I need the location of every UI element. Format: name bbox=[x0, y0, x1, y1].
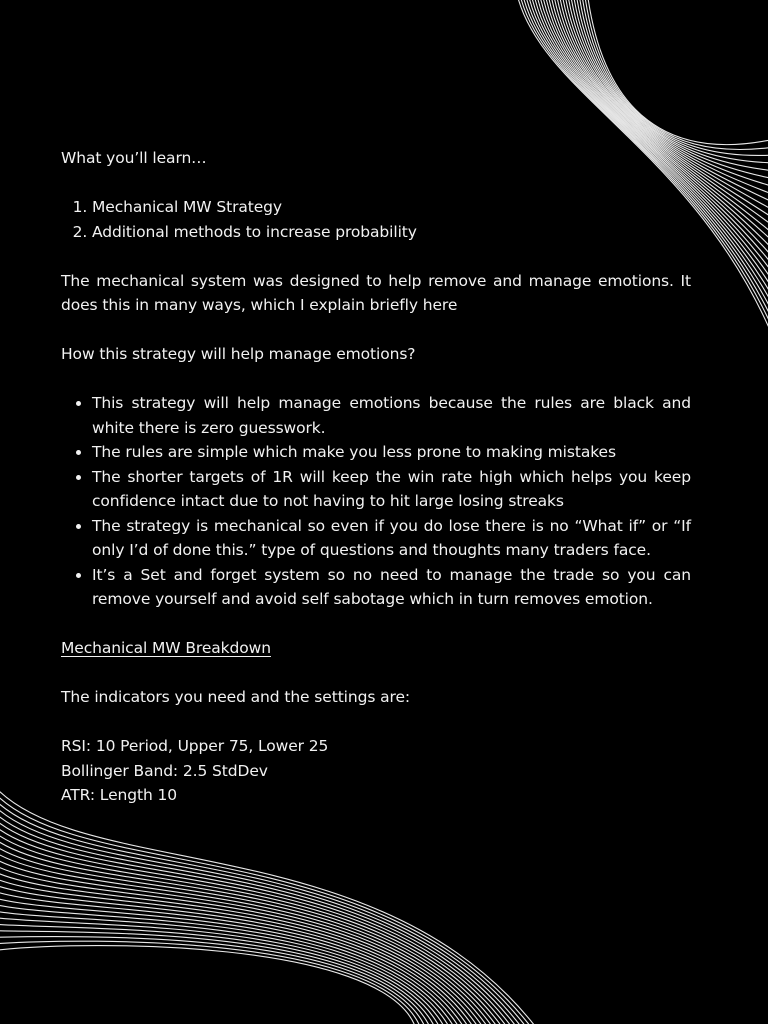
wave-line bbox=[0, 873, 473, 1024]
bottom-left-wave-lines bbox=[0, 790, 535, 1024]
wave-line bbox=[0, 828, 506, 1024]
wave-line bbox=[0, 924, 434, 1024]
list-item: 2. Additional methods to increase probability bbox=[92, 220, 691, 245]
setting-bollinger: Bollinger Band: 2.5 StdDev bbox=[61, 761, 268, 780]
list-item: • This strategy will help manage emotions because the rules are black and white there is zero guesswork. bbox=[92, 391, 691, 440]
wave-line bbox=[0, 892, 458, 1024]
wave-line bbox=[0, 854, 487, 1024]
learn-list bbox=[61, 195, 691, 244]
emotions-question: How this strategy will help manage emotions? bbox=[61, 345, 416, 363]
setting-rsi: RSI: 10 Period, Upper 75, Lower 25 bbox=[61, 737, 329, 755]
wave-line bbox=[585, 0, 768, 149]
wave-line bbox=[0, 905, 449, 1024]
list-item: 1. Mechanical MW Strategy bbox=[92, 195, 691, 220]
list-item: • The strategy is mechanical so even if you do lose there is no “What if” or “If only I’d of done this.” type of questions and thoughts many traders face. bbox=[92, 514, 691, 563]
emotions-bullet-list bbox=[61, 391, 691, 612]
document-body bbox=[61, 146, 691, 808]
indicators-intro: The indicators you need and the settings are: bbox=[61, 688, 411, 706]
wave-line bbox=[0, 790, 535, 1024]
wave-line bbox=[0, 835, 501, 1024]
list-item: • The shorter targets of 1R will keep the win rate high which helps you keep confidence intact due to not having to hit large losing streaks bbox=[92, 465, 691, 514]
breakdown-heading: Mechanical MW Breakdown bbox=[61, 639, 271, 657]
learn-heading: What you’ll learn… bbox=[61, 149, 207, 167]
setting-atr: ATR: Length 10 bbox=[61, 786, 178, 804]
wave-line bbox=[0, 936, 425, 1024]
wave-line bbox=[0, 841, 497, 1024]
indicator-settings bbox=[61, 734, 691, 808]
list-item: • It’s a Set and forget system so no need to manage the trade so you can remove yourself and avoid self sabotage which in turn removes emotion. bbox=[92, 563, 691, 612]
wave-line bbox=[0, 941, 420, 1024]
system-paragraph: The mechanical system was designed to help remove and manage emotions. It does this in many ways, which I explain briefly here bbox=[61, 271, 691, 314]
wave-line bbox=[0, 886, 463, 1024]
list-item: • The rules are simple which make you less prone to making mistakes bbox=[92, 440, 691, 465]
